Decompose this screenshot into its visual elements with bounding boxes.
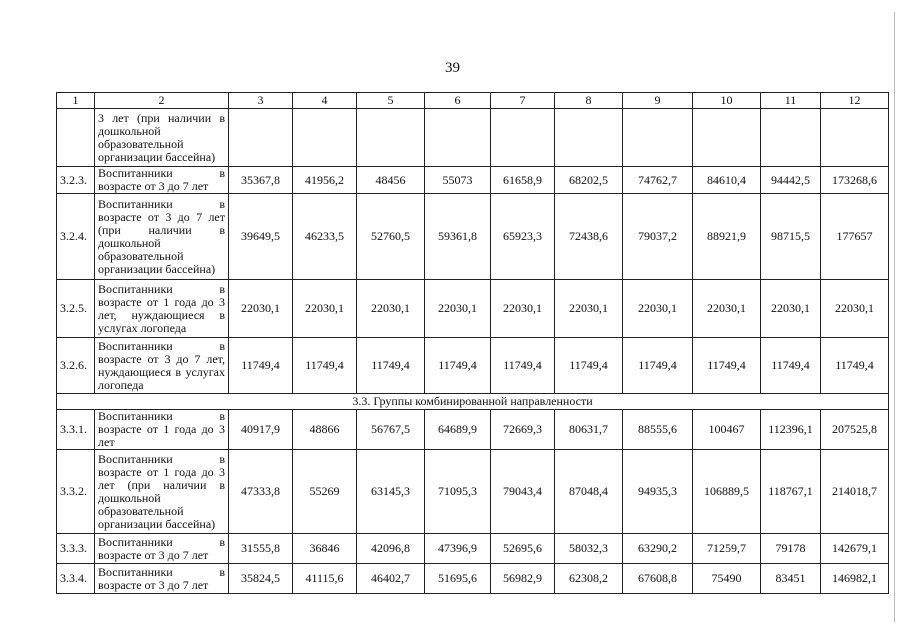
value-cell: 11749,4 bbox=[623, 338, 693, 394]
value-cell: 22030,1 bbox=[623, 280, 693, 338]
value-cell: 56982,9 bbox=[491, 564, 555, 594]
table-row bbox=[57, 534, 889, 564]
row-code: 3.3.1. bbox=[57, 410, 95, 450]
value-cell: 64689,9 bbox=[425, 410, 491, 450]
value-cell: 94442,5 bbox=[761, 167, 821, 194]
value-cell: 61658,9 bbox=[491, 167, 555, 194]
value-cell: 11749,4 bbox=[693, 338, 761, 394]
value-cell: 22030,1 bbox=[693, 280, 761, 338]
row-name: Воспитанники в возрасте от 3 до 7 лет, нуждающиеся в услугах логопеда bbox=[95, 338, 229, 394]
value-cell: 35367,8 bbox=[229, 167, 293, 194]
value-cell: 48866 bbox=[293, 410, 357, 450]
value-cell: 36846 bbox=[293, 534, 357, 564]
header-cell: 10 bbox=[693, 93, 761, 109]
header-cell: 4 bbox=[293, 93, 357, 109]
value-cell bbox=[229, 109, 293, 167]
header-cell: 2 bbox=[95, 93, 229, 109]
table-row bbox=[57, 280, 889, 338]
value-cell: 79043,4 bbox=[491, 450, 555, 534]
tariff-table bbox=[56, 92, 889, 594]
value-cell: 52695,6 bbox=[491, 534, 555, 564]
value-cell: 75490 bbox=[693, 564, 761, 594]
value-cell: 100467 bbox=[693, 410, 761, 450]
header-cell: 12 bbox=[821, 93, 889, 109]
value-cell: 22030,1 bbox=[555, 280, 623, 338]
value-cell: 67608,8 bbox=[623, 564, 693, 594]
value-cell bbox=[761, 109, 821, 167]
table-row bbox=[57, 167, 889, 194]
value-cell: 11749,4 bbox=[491, 338, 555, 394]
value-cell: 42096,8 bbox=[357, 534, 425, 564]
row-code: 3.3.2. bbox=[57, 450, 95, 534]
value-cell: 11749,4 bbox=[425, 338, 491, 394]
value-cell: 207525,8 bbox=[821, 410, 889, 450]
value-cell: 88555,6 bbox=[623, 410, 693, 450]
value-cell: 62308,2 bbox=[555, 564, 623, 594]
row-name: Воспитанники в возрасте от 1 года до 3 лет (при наличии в дошкольной образовательной организации бассейна) bbox=[95, 450, 229, 534]
row-name: Воспитанники в возрасте от 3 до 7 лет (при наличии в дошкольной образовательной организации бассейна) bbox=[95, 194, 229, 280]
value-cell: 142679,1 bbox=[821, 534, 889, 564]
value-cell: 11749,4 bbox=[821, 338, 889, 394]
scan-edge-line bbox=[894, 12, 895, 622]
header-cell: 9 bbox=[623, 93, 693, 109]
value-cell: 106889,5 bbox=[693, 450, 761, 534]
value-cell: 214018,7 bbox=[821, 450, 889, 534]
value-cell: 68202,5 bbox=[555, 167, 623, 194]
table-row bbox=[57, 410, 889, 450]
value-cell bbox=[693, 109, 761, 167]
value-cell: 146982,1 bbox=[821, 564, 889, 594]
header-cell: 7 bbox=[491, 93, 555, 109]
section-title: 3.3. Группы комбинированной направленности bbox=[57, 394, 889, 410]
row-code: 3.3.3. bbox=[57, 534, 95, 564]
header-cell: 11 bbox=[761, 93, 821, 109]
value-cell: 71259,7 bbox=[693, 534, 761, 564]
value-cell: 55073 bbox=[425, 167, 491, 194]
value-cell: 112396,1 bbox=[761, 410, 821, 450]
value-cell: 22030,1 bbox=[761, 280, 821, 338]
value-cell bbox=[623, 109, 693, 167]
page-number: 39 bbox=[445, 60, 460, 76]
value-cell: 48456 bbox=[357, 167, 425, 194]
header-cell: 3 bbox=[229, 93, 293, 109]
value-cell: 84610,4 bbox=[693, 167, 761, 194]
table-row bbox=[57, 109, 889, 167]
value-cell: 11749,4 bbox=[357, 338, 425, 394]
value-cell: 22030,1 bbox=[293, 280, 357, 338]
value-cell: 22030,1 bbox=[425, 280, 491, 338]
value-cell: 11749,4 bbox=[229, 338, 293, 394]
value-cell: 22030,1 bbox=[491, 280, 555, 338]
value-cell: 80631,7 bbox=[555, 410, 623, 450]
value-cell: 31555,8 bbox=[229, 534, 293, 564]
value-cell: 63290,2 bbox=[623, 534, 693, 564]
row-name: Воспитанники в возрасте от 3 до 7 лет bbox=[95, 564, 229, 594]
value-cell: 22030,1 bbox=[821, 280, 889, 338]
value-cell: 72438,6 bbox=[555, 194, 623, 280]
value-cell: 72669,3 bbox=[491, 410, 555, 450]
value-cell: 118767,1 bbox=[761, 450, 821, 534]
value-cell: 74762,7 bbox=[623, 167, 693, 194]
value-cell: 11749,4 bbox=[761, 338, 821, 394]
value-cell: 71095,3 bbox=[425, 450, 491, 534]
table-row bbox=[57, 564, 889, 594]
table-row bbox=[57, 450, 889, 534]
value-cell: 47396,9 bbox=[425, 534, 491, 564]
row-name: Воспитанники в возрасте от 1 года до 3 лет bbox=[95, 410, 229, 450]
value-cell: 59361,8 bbox=[425, 194, 491, 280]
value-cell: 22030,1 bbox=[357, 280, 425, 338]
value-cell bbox=[293, 109, 357, 167]
value-cell: 87048,4 bbox=[555, 450, 623, 534]
row-name: Воспитанники в возрасте от 1 года до 3 лет, нуждающиеся в услугах логопеда bbox=[95, 280, 229, 338]
value-cell: 51695,6 bbox=[425, 564, 491, 594]
value-cell: 11749,4 bbox=[293, 338, 357, 394]
row-name: 3 лет (при наличии в дошкольной образовательной организации бассейна) bbox=[95, 109, 229, 167]
value-cell: 47333,8 bbox=[229, 450, 293, 534]
value-cell: 41956,2 bbox=[293, 167, 357, 194]
value-cell: 177657 bbox=[821, 194, 889, 280]
value-cell: 52760,5 bbox=[357, 194, 425, 280]
section-row bbox=[57, 394, 889, 410]
row-name: Воспитанники в возрасте от 3 до 7 лет bbox=[95, 534, 229, 564]
value-cell: 40917,9 bbox=[229, 410, 293, 450]
value-cell: 79037,2 bbox=[623, 194, 693, 280]
value-cell bbox=[357, 109, 425, 167]
header-cell: 6 bbox=[425, 93, 491, 109]
value-cell: 94935,3 bbox=[623, 450, 693, 534]
header-cell: 1 bbox=[57, 93, 95, 109]
value-cell: 173268,6 bbox=[821, 167, 889, 194]
value-cell: 39649,5 bbox=[229, 194, 293, 280]
table-row bbox=[57, 338, 889, 394]
row-code: 3.2.6. bbox=[57, 338, 95, 394]
value-cell: 55269 bbox=[293, 450, 357, 534]
header-row bbox=[57, 93, 889, 109]
value-cell: 88921,9 bbox=[693, 194, 761, 280]
value-cell: 79178 bbox=[761, 534, 821, 564]
value-cell bbox=[555, 109, 623, 167]
value-cell: 83451 bbox=[761, 564, 821, 594]
row-code bbox=[57, 109, 95, 167]
table-row bbox=[57, 194, 889, 280]
value-cell: 56767,5 bbox=[357, 410, 425, 450]
value-cell: 11749,4 bbox=[555, 338, 623, 394]
header-cell: 8 bbox=[555, 93, 623, 109]
header-cell: 5 bbox=[357, 93, 425, 109]
row-code: 3.2.4. bbox=[57, 194, 95, 280]
row-code: 3.2.5. bbox=[57, 280, 95, 338]
value-cell bbox=[491, 109, 555, 167]
value-cell: 58032,3 bbox=[555, 534, 623, 564]
value-cell: 46233,5 bbox=[293, 194, 357, 280]
row-code: 3.2.3. bbox=[57, 167, 95, 194]
row-code: 3.3.4. bbox=[57, 564, 95, 594]
value-cell: 41115,6 bbox=[293, 564, 357, 594]
value-cell: 65923,3 bbox=[491, 194, 555, 280]
row-name: Воспитанники в возрасте от 3 до 7 лет bbox=[95, 167, 229, 194]
value-cell: 35824,5 bbox=[229, 564, 293, 594]
value-cell: 63145,3 bbox=[357, 450, 425, 534]
value-cell: 98715,5 bbox=[761, 194, 821, 280]
value-cell: 22030,1 bbox=[229, 280, 293, 338]
value-cell bbox=[821, 109, 889, 167]
value-cell bbox=[425, 109, 491, 167]
value-cell: 46402,7 bbox=[357, 564, 425, 594]
